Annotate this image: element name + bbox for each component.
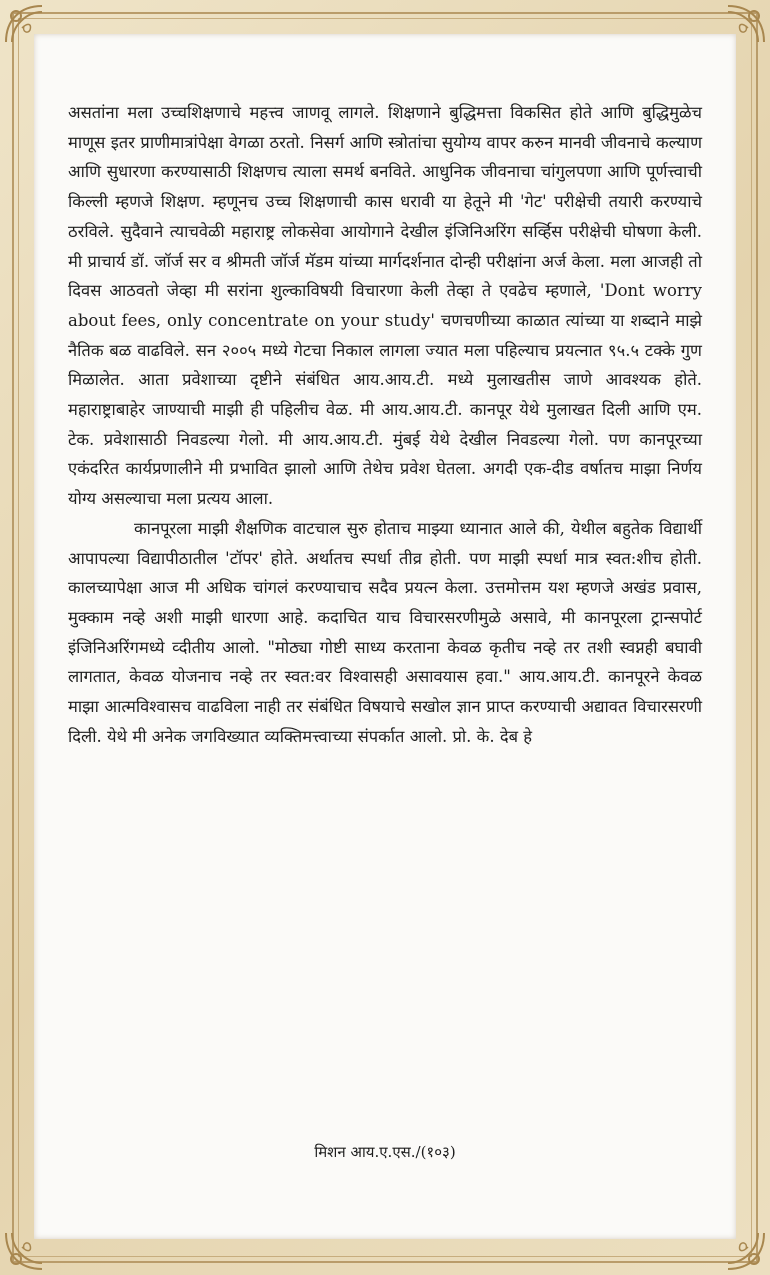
body-text	[68, 98, 702, 751]
document-page	[34, 34, 736, 1239]
page-footer: मिशन आय.ए.एस./(१०३)	[314, 1143, 456, 1161]
paragraph: कानपूरला माझी शैक्षणिक वाटचाल सुरु होताच माझ्या ध्यानात आले की, येथील बहुतेक विद्यार्थी आपापल्या विद्यापीठातील 'टॉपर' होते. अर्थातच स्पर्धा तीव्र होती. पण माझी स्पर्धा मात्र स्वत:शीच होती. कालच्यापेक्षा आज मी अधिक चांगलं करण्याचाच सदैव प्रयत्न केला. उत्तमोत्तम यश म्हणजे अखंड प्रवास, मुक्काम नव्हे अशी माझी धारणा आहे. कदाचित याच विचारसरणीमुळे असावे, मी कानपूरला ट्रान्सपोर्ट इंजिनिअरिंगमध्ये व्दीतीय आलो. "मोठ्या गोष्टी साध्य करताना केवळ कृतीच नव्हे तर तशी स्वप्नही बघावी लागतात, केवळ योजनाच नव्हे तर स्वत:वर विश्वासही असावयास हवा." आय.आय.टी. कानपूरने केवळ माझा आत्मविश्वासच वाढविला नाही तर संबंधित विषयाचे सखोल ज्ञान प्राप्त करण्याची अद्यावत विचारसरणी दिली. येथे मी अनेक जगविख्यात व्यक्तिमत्त्वाच्या संपर्कात आलो. प्रो. के. देब हे	[68, 518, 702, 746]
paragraph: असतांना मला उच्चशिक्षणाचे महत्त्व जाणवू लागले. शिक्षणाने बुद्धिमत्ता विकसित होते आणि बुद्धिमुळेच माणूस इतर प्राणीमात्रांपेक्षा वेगळा ठरतो. निसर्ग आणि स्त्रोतांचा सुयोग्य वापर करुन मानवी जीवनाचे कल्याण आणि सुधारणा करण्यासाठी शिक्षणच त्याला समर्थ बनविते. आधुनिक जीवनाचा चांगुलपणा आणि पूर्णत्त्वाची किल्ली म्हणजे शिक्षण. म्हणूनच उच्च शिक्षणाची कास धरावी या हेतूने मी 'गेट' परीक्षेची तयारी करण्याचे ठरविले. सुदैवाने त्याचवेळी महाराष्ट्र लोकसेवा आयोगाने देखील इंजिनिअरिंग सर्व्हिस परीक्षेची घोषणा केली. मी प्राचार्य डॉ. जॉर्ज सर व श्रीमती जॉर्ज मॅडम यांच्या मार्गदर्शनात दोन्ही परीक्षांना अर्ज केला. मला आजही तो दिवस आठवतो जेव्हा मी सरांना शुल्काविषयी विचारणा केली तेव्हा ते एवढेच म्हणाले, 'Dont worry about fees, only concentrate on your study' चणचणीच्या काळात त्यांच्या या शब्दाने माझे नैतिक बळ वाढविले. सन २००५ मध्ये गेटचा निकाल लागला ज्यात मला पहिल्याच प्रयत्नात ९५.५ टक्के गुण मिळालेत. आता प्रवेशाच्या दृष्टीने संबंधित आय.आय.टी. मध्ये मुलाखतीस जाणे आवश्यक होते. महाराष्ट्राबाहेर जाण्याची माझी ही पहिलीच वेळ. मी आय.आय.टी. कानपूर येथे मुलाखत दिली आणि एम. टेक. प्रवेशासाठी निवडल्या गेलो. मी आय.आय.टी. मुंबई येथे देखील निवडल्या गेलो. पण कानपूरच्या एकंदरित कार्यप्रणालीने मी प्रभावित झालो आणि तेथेच प्रवेश घेतला. अगदी एक-दीड वर्षातच माझा निर्णय योग्य असल्याचा मला प्रत्यय आला.	[68, 103, 702, 509]
